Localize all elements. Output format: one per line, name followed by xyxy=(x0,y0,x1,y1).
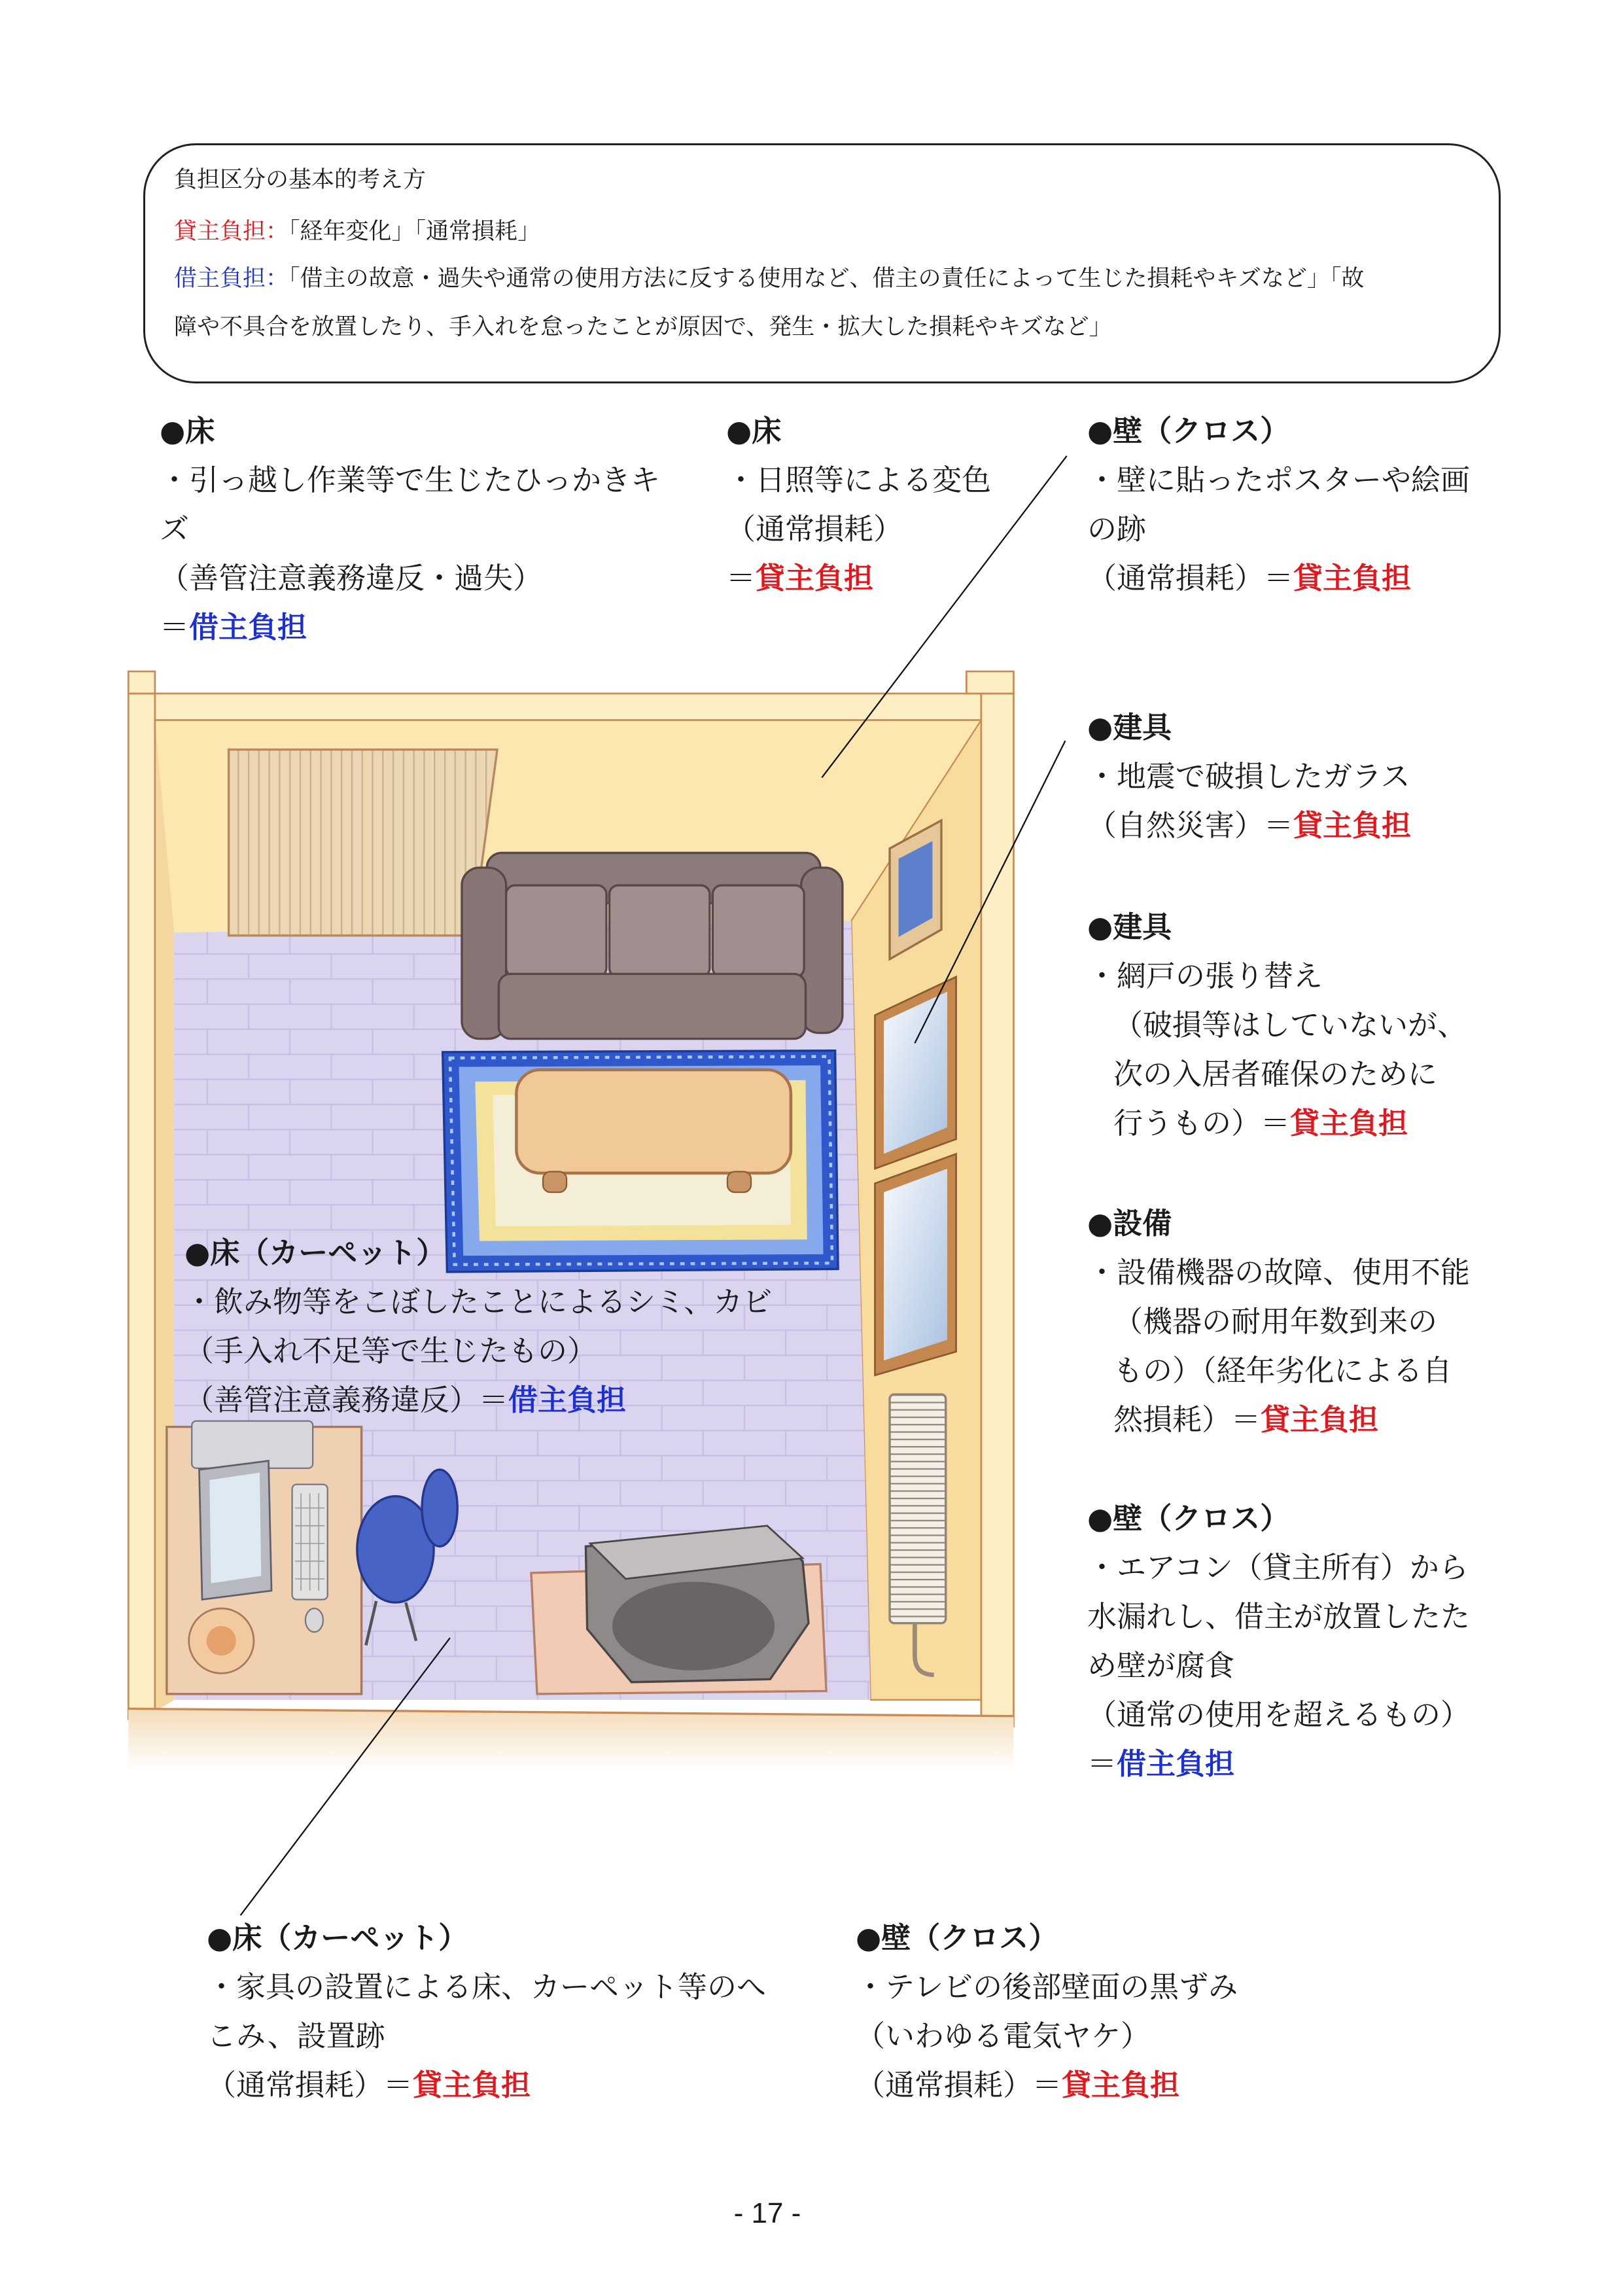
note-heading: ●建具 xyxy=(1087,710,1172,745)
result-equals: ＝ xyxy=(726,561,756,595)
table-top xyxy=(516,1070,791,1173)
note-line: ・設備機器の故障、使用不能 xyxy=(1087,1255,1471,1290)
note-carpet-dent xyxy=(207,1913,766,2110)
note-equipment xyxy=(1087,1199,1470,1444)
note-result xyxy=(184,1375,772,1424)
note-line: （通常の使用を超えるもの） xyxy=(1087,1697,1471,1732)
note-heading: ●壁（クロス） xyxy=(1087,1501,1290,1536)
note-line: ・飲み物等をこぼしたことによるシミ、カビ xyxy=(184,1284,773,1319)
note-line: ・引っ越し作業等で生じたひっかきキ xyxy=(160,463,661,497)
sofa-cushion xyxy=(506,885,606,977)
left-wall-notch xyxy=(128,671,155,694)
summary-tenant-line-continued: 障や不具合を放置したり、手入れを怠ったことが原因で、発生・拡大した損耗やキズなど」 xyxy=(174,314,1112,340)
note-heading: ●設備 xyxy=(1087,1206,1172,1241)
note-result xyxy=(1087,1395,1470,1444)
note-line: （機器の耐用年数到来の xyxy=(1113,1304,1438,1339)
note-wall-poster xyxy=(1087,406,1470,603)
note-heading: ●床 xyxy=(160,414,215,448)
result-burden-label: 貸主負担 xyxy=(1261,1402,1379,1437)
result-prefix: （自然災害） xyxy=(1087,808,1265,843)
note-floor-discoloration xyxy=(726,406,991,603)
note-result xyxy=(1087,801,1411,850)
page-number: - 17 - xyxy=(733,2197,801,2229)
note-result xyxy=(1087,554,1470,603)
chair-back xyxy=(422,1470,457,1546)
tenant-burden-sep: ： xyxy=(266,266,289,292)
sofa-front xyxy=(498,974,805,1038)
left-wall-cap xyxy=(128,694,155,1719)
note-floor-scratch xyxy=(160,406,660,652)
result-equals: ＝ xyxy=(1231,1402,1261,1437)
note-fittings-screen xyxy=(1087,902,1467,1148)
note-line: め壁が腐食 xyxy=(1087,1648,1235,1683)
note-heading: ●床（カーペット） xyxy=(207,1920,468,1955)
result-equals: ＝ xyxy=(383,2068,413,2102)
result-equals: ＝ xyxy=(160,610,190,645)
sofa xyxy=(462,853,843,1038)
table-leg xyxy=(727,1172,751,1193)
result-equals: ＝ xyxy=(1032,2068,1062,2102)
summary-title: 負担区分の基本的考え方 xyxy=(174,167,427,193)
note-heading: ●壁（クロス） xyxy=(1087,414,1290,448)
tenant-burden-text: 「借主の故意・過失や通常の使用方法に反する使用など、借主の責任によって生じた損耗やキズなど」「故 xyxy=(288,266,1365,292)
note-line: ・テレビの後部壁面の黒ずみ xyxy=(856,1969,1238,2004)
result-equals: ＝ xyxy=(1264,561,1294,595)
tenant-burden-label: 借主負担 xyxy=(174,266,266,292)
result-prefix: （善管注意義務違反） xyxy=(184,1383,480,1417)
note-line: ズ xyxy=(160,512,190,546)
blinds-window xyxy=(229,750,497,936)
front-wall-edge xyxy=(128,1708,1013,1771)
monitor-back xyxy=(192,1421,313,1468)
summary-landlord-line xyxy=(174,217,540,246)
note-line: 水漏れし、借主が放置したた xyxy=(1087,1599,1471,1634)
note-wall-air-conditioner xyxy=(1087,1494,1470,1788)
note-result xyxy=(207,2060,766,2110)
result-burden-label: 貸主負担 xyxy=(1293,808,1412,843)
window-glass xyxy=(884,1169,947,1360)
result-equals: ＝ xyxy=(1261,1106,1291,1140)
landlord-burden-text: 「経年変化」「通常損耗」 xyxy=(288,219,541,245)
note-line: ・家具の設置による床、カーペット等のへ xyxy=(207,1969,767,2004)
table-leg xyxy=(543,1172,567,1193)
result-burden-label: 借主負担 xyxy=(189,610,307,645)
note-line: ・壁に貼ったポスターや絵画 xyxy=(1087,463,1471,497)
desk xyxy=(167,1421,362,1694)
air-conditioner-body xyxy=(890,1394,946,1623)
note-heading: ●床（カーペット） xyxy=(184,1235,446,1270)
note-result xyxy=(856,2060,1238,2110)
result-prefix: 行うもの） xyxy=(1113,1106,1261,1140)
result-equals: ＝ xyxy=(1264,808,1294,843)
result-prefix: （通常損耗） xyxy=(207,2068,384,2102)
note-heading: ●壁（クロス） xyxy=(856,1920,1058,1955)
coffee-table xyxy=(516,1070,791,1192)
note-fittings-glass xyxy=(1087,703,1411,850)
note-line: ・日照等による変色 xyxy=(726,463,992,497)
note-line: 次の入居者確保のために xyxy=(1113,1057,1438,1091)
note-line: （手入れ不足等で生じたもの） xyxy=(184,1333,597,1368)
result-burden-label: 借主負担 xyxy=(508,1383,627,1417)
note-line: ・網戸の張り替え xyxy=(1087,959,1323,993)
sofa-cushion xyxy=(610,885,710,977)
right-wall-cap xyxy=(981,694,1014,1727)
landlord-burden-sep: ： xyxy=(266,219,289,245)
result-burden-label: 貸主負担 xyxy=(756,561,874,595)
monitor-screen xyxy=(209,1473,261,1583)
note-result xyxy=(1087,1099,1467,1148)
note-line: ・エアコン（貸主所有）から xyxy=(1087,1550,1469,1585)
note-line: もの）（経年劣化による自 xyxy=(1113,1353,1452,1388)
note-wall-tv-burn xyxy=(856,1913,1238,2110)
result-burden-label: 貸主負担 xyxy=(1293,561,1412,595)
note-heading: ●建具 xyxy=(1087,910,1172,944)
note-line: の跡 xyxy=(1087,512,1147,546)
result-equals: ＝ xyxy=(479,1383,509,1417)
result-burden-label: 借主負担 xyxy=(1117,1746,1235,1781)
result-prefix: （通常損耗） xyxy=(856,2068,1033,2102)
note-line: （善管注意義務違反・過失） xyxy=(160,561,543,595)
summary-tenant-line xyxy=(174,264,1364,293)
sofa-cushion xyxy=(712,885,804,977)
note-line: こみ、設置跡 xyxy=(207,2019,385,2053)
result-burden-label: 貸主負担 xyxy=(413,2068,531,2102)
tv-rear xyxy=(612,1582,775,1670)
note-result xyxy=(726,554,991,603)
mouse xyxy=(305,1608,323,1632)
window-lower xyxy=(875,1154,956,1375)
note-line: （通常損耗） xyxy=(726,512,903,546)
note-line: ・地震で破損したガラス xyxy=(1087,759,1410,794)
result-prefix: （通常損耗） xyxy=(1087,561,1265,595)
desk-cup-inner xyxy=(207,1626,236,1655)
note-line: （いわゆる電気ヤケ） xyxy=(856,2019,1151,2053)
result-prefix: 然損耗） xyxy=(1113,1402,1232,1437)
note-carpet-stain xyxy=(184,1228,772,1424)
result-burden-label: 貸主負担 xyxy=(1290,1106,1408,1140)
result-burden-label: 貸主負担 xyxy=(1062,2068,1180,2102)
top-rim xyxy=(155,694,981,720)
note-heading: ●床 xyxy=(726,414,782,448)
result-equals: ＝ xyxy=(1087,1746,1117,1781)
note-line: （破損等はしていないが、 xyxy=(1113,1008,1467,1042)
landlord-burden-label: 貸主負担 xyxy=(174,219,266,245)
note-result xyxy=(1087,1739,1470,1788)
right-wall-notch xyxy=(966,671,1013,694)
sofa-right-arm xyxy=(801,868,843,1033)
note-result xyxy=(160,603,660,652)
